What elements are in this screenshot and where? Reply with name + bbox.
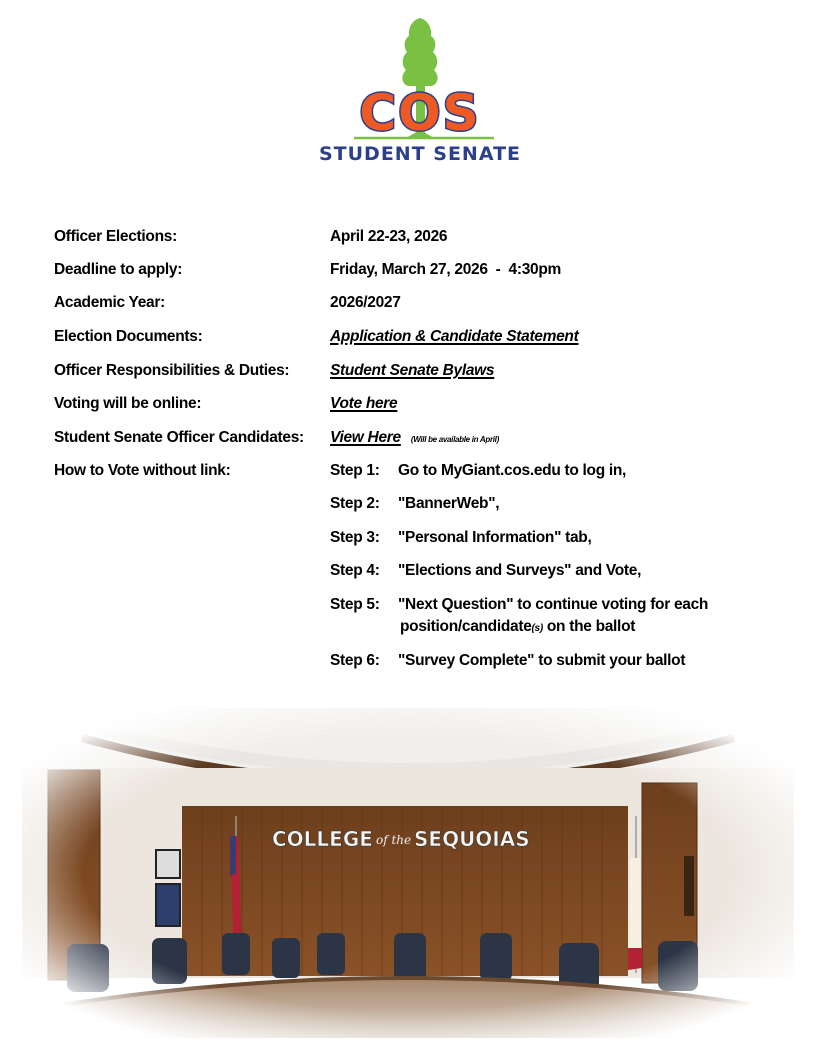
step-5-cont-b: on the ballot	[542, 618, 636, 635]
step-2-label: Step 2:	[330, 495, 380, 512]
step-5-cont-s: (s)	[531, 623, 543, 634]
availability-note: (Will be available in April)	[410, 435, 499, 444]
academic-year-value: 2026/2027	[330, 294, 401, 311]
step-4	[330, 561, 641, 581]
logo-student-senate-text: STUDENT SENATE	[318, 143, 522, 164]
step-5-continuation	[400, 617, 635, 639]
logo-cos-text: COS	[359, 84, 481, 142]
board-room-illustration	[22, 708, 794, 1038]
voting-online-label: Voting will be online:	[54, 395, 202, 412]
deadline-value: Friday, March 27, 2026 - 4:30pm	[330, 261, 562, 278]
step-5-label: Step 5:	[330, 596, 380, 613]
step-1	[330, 461, 626, 481]
step-4-text: "Elections and Surveys" and Vote,	[398, 562, 642, 579]
step-6	[330, 651, 685, 671]
step-5-text: "Next Question" to continue voting for each	[398, 596, 709, 613]
step-4-label: Step 4:	[330, 562, 380, 579]
step-2-text: "BannerWeb",	[398, 495, 500, 512]
officer-elections-value: April 22-23, 2026	[330, 228, 448, 245]
deadline-label: Deadline to apply:	[54, 261, 183, 278]
view-here-link[interactable]: View Here	[330, 429, 401, 446]
application-candidate-statement-link[interactable]: Application & Candidate Statement	[330, 328, 579, 345]
step-6-text: "Survey Complete" to submit your ballot	[398, 652, 686, 669]
vote-here-link[interactable]: Vote here	[330, 395, 398, 412]
step-5	[330, 595, 708, 615]
officer-elections-label: Officer Elections:	[54, 228, 177, 245]
step-1-label: Step 1:	[330, 462, 380, 479]
responsibilities-label: Officer Responsibilities & Duties:	[54, 362, 290, 379]
step-3-text: "Personal Information" tab,	[398, 529, 592, 546]
step-5-cont-a: position/candidate	[400, 618, 532, 635]
board-room-photo	[22, 708, 794, 1038]
candidates-value	[330, 428, 499, 450]
step-1-text: Go to MyGiant.cos.edu to log in,	[398, 462, 627, 479]
step-3-label: Step 3:	[330, 529, 380, 546]
student-senate-bylaws-link[interactable]: Student Senate Bylaws	[330, 362, 495, 379]
election-documents-label: Election Documents:	[54, 328, 203, 345]
cos-student-senate-logo	[288, 14, 552, 164]
logo-graphic	[288, 14, 552, 164]
step-6-label: Step 6:	[330, 652, 380, 669]
candidates-label: Student Senate Officer Candidates:	[54, 429, 304, 446]
academic-year-label: Academic Year:	[54, 294, 165, 311]
step-2	[330, 494, 499, 514]
step-3	[330, 528, 591, 548]
how-to-vote-label: How to Vote without link:	[54, 462, 231, 479]
